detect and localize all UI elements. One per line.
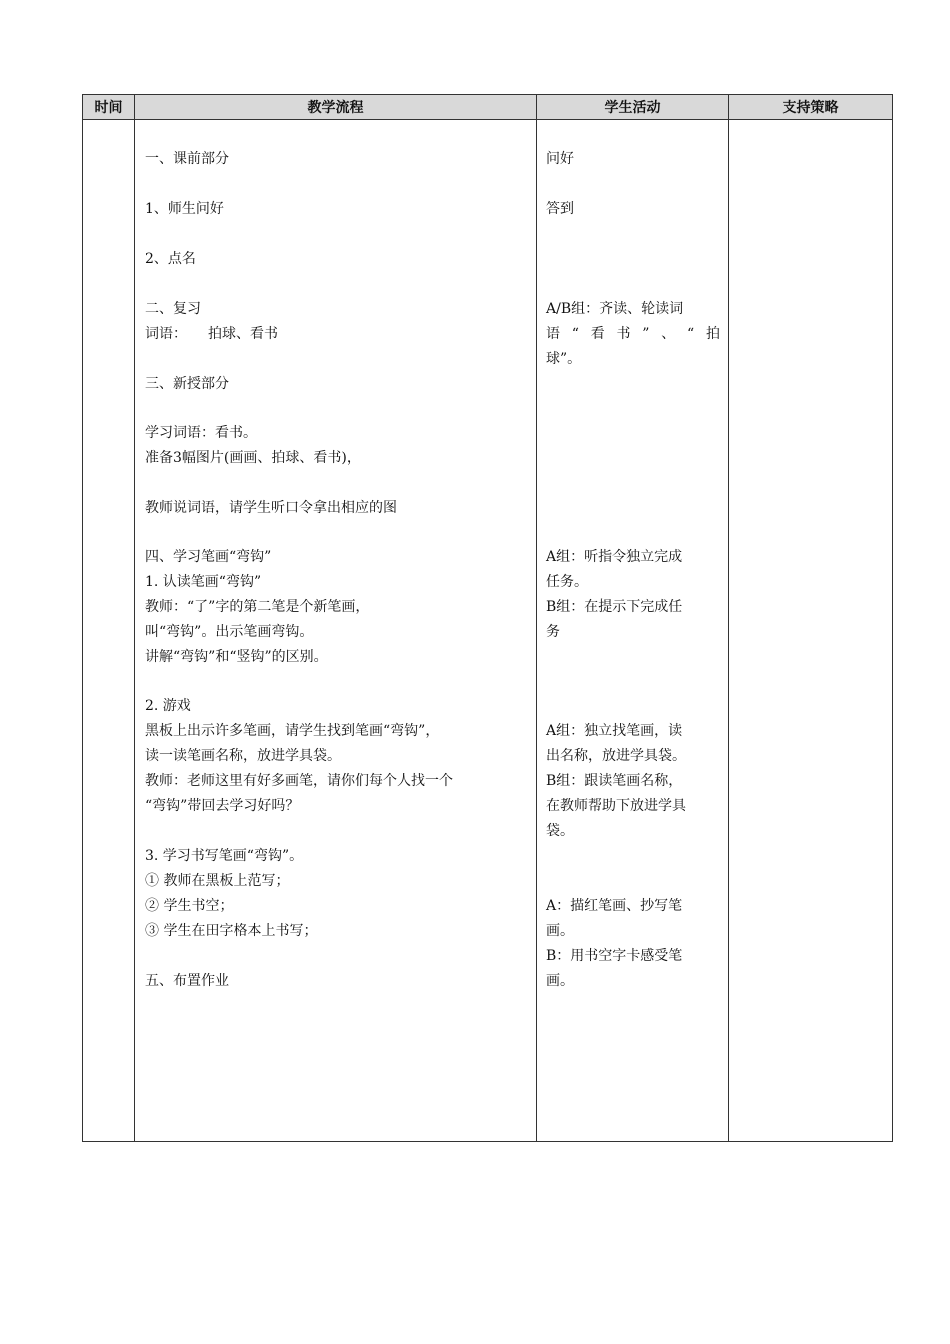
student-line: 答到 [546,201,574,217]
student-line: A组：听指令独立完成 [546,549,683,565]
table-body-row [83,120,893,1142]
flow-line: 黑板上出示许多笔画，请学生找到笔画“弯钩”， [145,723,440,739]
student-line: A组：独立找笔画，读 [546,723,683,739]
student-line: 画。 [546,923,574,939]
flow-line: 2、点名 [145,251,196,267]
student-line: 球”。 [546,351,582,367]
student-line: 问好 [546,151,574,167]
flow-line: 二、复习 [145,301,201,317]
student-line: A/B组：齐读、轮读词 [546,301,684,317]
flow-line: 学习词语：看书。 [145,425,257,441]
student-line: 语“看书”、“拍 [546,326,720,342]
flow-line: 词语： 拍球、看书 [145,326,278,342]
flow-line: 1、师生问好 [145,201,224,217]
flow-line: 教师：老师这里有好多画笔，请你们每个人找一个 [145,773,453,789]
flow-line: 教师说词语，请学生听口令拿出相应的图 [145,500,397,516]
flow-line: 讲解“弯钩”和“竖钩”的区别。 [145,649,328,665]
support-strategy-cell [729,120,893,1142]
student-line: 袋。 [546,823,574,839]
header-teaching-flow: 教学流程 [135,95,537,120]
flow-line: ③ 学生在田字格本上书写； [145,923,318,939]
student-line: B组：在提示下完成任 [546,599,683,615]
header-time: 时间 [83,95,135,120]
student-line: 任务。 [546,574,588,590]
flow-line: 四、学习笔画“弯钩” [145,549,272,565]
flow-line: 一、课前部分 [145,151,229,167]
flow-line: 3. 学习书写笔画“弯钩”。 [145,848,304,864]
student-line: 画。 [546,973,574,989]
flow-line: 三、新授部分 [145,376,229,392]
table-header-row [83,95,893,120]
student-line: B组：跟读笔画名称， [546,773,683,789]
flow-line: 五、布置作业 [145,973,229,989]
student-line: 出名称，放进学具袋。 [546,748,686,764]
flow-line: 1. 认读笔画“弯钩” [145,574,262,590]
student-activity-cell [537,120,729,1142]
student-line: 务 [546,624,560,640]
flow-line: 教师：“了”字的第二笔是个新笔画， [145,599,370,615]
student-line: 在教师帮助下放进学具 [546,798,686,814]
flow-line: ② 学生书空； [145,898,234,914]
student-line: A：描红笔画、抄写笔 [546,898,683,914]
flow-line: 2. 游戏 [145,698,191,714]
flow-line: 叫“弯钩”。出示笔画弯钩。 [145,624,314,640]
header-student-activity: 学生活动 [537,95,729,120]
student-line: B：用书空字卡感受笔 [546,948,683,964]
lesson-plan-table [82,94,893,1142]
time-cell [83,120,135,1142]
flow-line: 准备3幅图片(画画、拍球、看书)， [145,450,361,466]
teaching-flow-cell [135,120,537,1142]
header-support-strategy: 支持策略 [729,95,893,120]
flow-line: 读一读笔画名称，放进学具袋。 [145,748,341,764]
flow-line: ① 教师在黑板上范写； [145,873,290,889]
flow-line: “弯钩”带回去学习好吗？ [145,798,300,814]
